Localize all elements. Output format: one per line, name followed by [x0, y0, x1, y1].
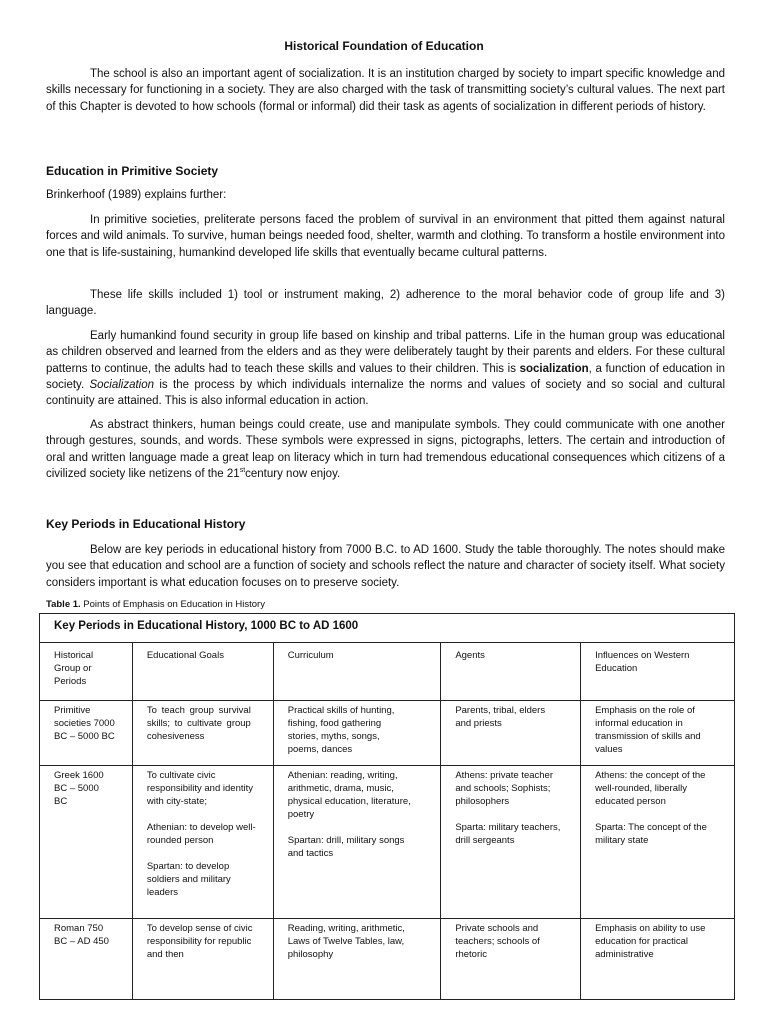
goals-cell: To develop sense of civic responsibility for republic and then [146, 923, 253, 960]
period-cell: Roman 750 BC – AD 450 [54, 923, 109, 947]
intro-paragraph: The school is also an important agent of socialization. It is an institution charged by society to impart specific knowledge and skills necessary for functioning in a society. They are also charged with the task of transmitting society’s cultural values. The next part of this Chapter is devoted to how schools (formal or informal) did their task as agents of socialization in different periods of history. [46, 68, 725, 113]
influences-cell: Emphasis on ability to use education for practical administrative [595, 923, 706, 960]
curriculum-cell: Reading, writing, arithmetic, Laws of Twelve Tables, law, philosophy [287, 923, 405, 960]
header-cell: Historical Group or Periods [40, 643, 133, 701]
table-row [40, 701, 735, 766]
table-title-row [40, 614, 735, 643]
header-cell: Influences on Western Education [581, 643, 735, 701]
goals-cell: To teach group survival skills; to cultivate group cohesiveness [146, 705, 251, 742]
paragraph-key-periods: Below are key periods in educational history from 7000 B.C. to AD 1600. Study the table thoroughly. The notes should make you see that education and school are a function of society and schools reflect the nature and character of society itself. What society considers important is what education focuses on to preserve society. [46, 544, 725, 589]
curriculum-cell: Practical skills of hunting, fishing, food gathering stories, myths, songs, poems, dances [287, 705, 395, 755]
periods-table [39, 613, 735, 1000]
paragraph-socialization: Early humankind found security in group life based on kinship and tribal patterns. Life in the human group was educational as children observed and learned from the elders and as they were deliberately taught by their parents and elders. For these cultural patterns to continue, the adults had to teach these skills and values to their children. This is socialization, a function of education in society. Socialization is the process by which individuals internalize the norms and values of society and so social and cultural continuity are attained. This is also informal education in action. [46, 330, 726, 408]
influences-cell: Emphasis on the role of informal education in transmission of skills and values [595, 705, 701, 755]
header-cell: Agents [441, 643, 581, 701]
curriculum-cell: Athenian: reading, writing, arithmetic, drama, music, physical education, literature, poetry Spartan: drill, military songs and tactics [273, 766, 441, 919]
table-header-row [40, 643, 735, 701]
period-cell: Primitive societies 7000 BC – 5000 BC [54, 705, 115, 742]
agents-cell: Parents, tribal, elders and priests [455, 705, 546, 729]
goals-cell: To cultivate civic responsibility and identity with city-state; Athenian: to develop well-rounded person Spartan: to develop soldiers and military leaders [132, 766, 273, 919]
period-cell: Greek 1600 BC – 5000 BC [54, 770, 104, 807]
term-socialization: socialization [519, 362, 589, 375]
influences-cell: Athens: the concept of the well-rounded, liberally educated person Sparta: The concept of the military state [581, 766, 735, 919]
agents-cell: Athens: private teacher and schools; Sophists; philosophers Sparta: military teachers, drill sergeants [441, 766, 581, 919]
section-heading-key-periods: Key Periods in Educational History [46, 517, 246, 531]
paragraph-life-skills: These life skills included 1) tool or instrument making, 2) adherence to the moral behavior code of group life and 3) language. [46, 289, 725, 318]
header-cell: Educational Goals [132, 643, 273, 701]
paragraph-symbols: As abstract thinkers, human beings could create, use and manipulate symbols. They could communicate with one another through gestures, sounds, and words. These symbols were expressed in signs, pictographs, letters. The certain and introduction of oral and written language made a great leap on literacy which in turn had tremendous educational consequences which citizens of a civilized society like netizens of the 21stcentury now enjoy. [46, 419, 725, 480]
agents-cell: Private schools and teachers; schools of rhetoric [455, 923, 540, 960]
table-caption: Table 1. Points of Emphasis on Education in History [46, 599, 265, 610]
term-socialization-italic: Socialization [89, 378, 155, 391]
document-title: Historical Foundation of Education [284, 39, 484, 53]
header-cell: Curriculum [273, 643, 441, 701]
lead-sentence: Brinkerhoof (1989) explains further: [46, 189, 227, 201]
table-row [40, 919, 735, 1000]
table-row [40, 766, 735, 919]
section-heading-primitive: Education in Primitive Society [46, 164, 219, 178]
paragraph-primitive-1: In primitive societies, preliterate persons faced the problem of survival in an environment that pitted them against natural forces and wild animals. To survive, human beings needed food, shelter, warmth and clothing. To transform a hostile environment into one that is life-sustaining, humankind developed life skills that eventually became cultural patterns. [46, 214, 725, 259]
table-title: Key Periods in Educational History, 1000 BC to AD 1600 [40, 614, 735, 643]
